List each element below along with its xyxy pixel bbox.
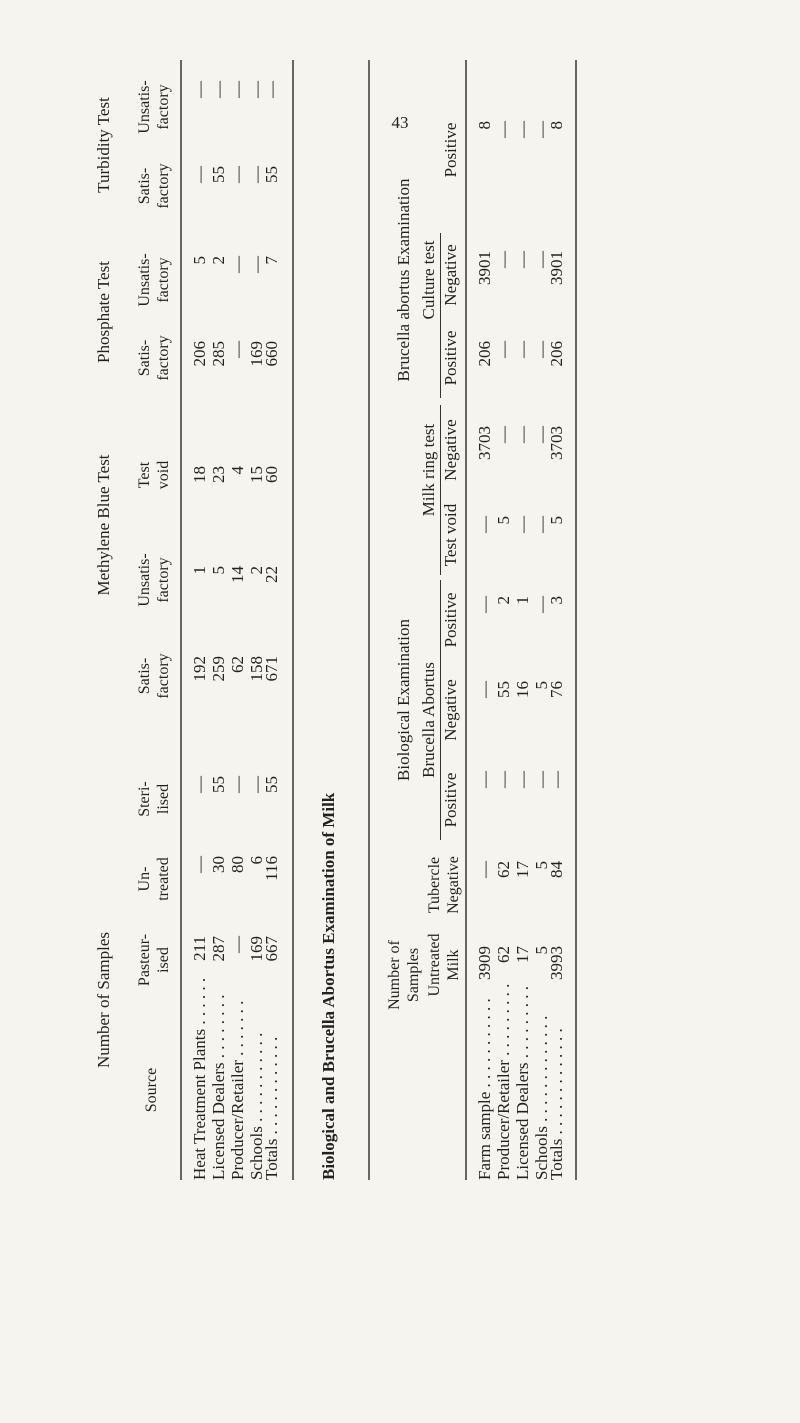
table-cell: — [209,81,228,98]
table-cell: 55 [494,681,513,698]
leader-dots: . . . . . . . . . . . . [262,1036,281,1135]
col-culture-negative-header: Negative [441,244,460,306]
table-cell: 5 [532,681,551,690]
header-milk-ring-test: Milk ring test [419,423,438,517]
total-untreated-milk: 3993 [547,946,566,980]
table-cell: — [494,121,513,138]
col-mrt-testvoid-header: Test void [441,503,460,567]
col-sterilised-values [190,776,266,830]
total-culture-positive: 206 [547,341,566,367]
source-label: Licensed Dealers [209,1062,228,1180]
table-cell: — [475,681,494,698]
leader-dots: . . . . . . . . . . . [247,1032,266,1122]
table-cell: — [494,426,513,443]
col-final-positive-values [475,121,551,175]
total-sterilised: 55 [262,776,281,793]
col-untreated-header: Un-treated [136,857,172,901]
total-mb-unsatisfactory: 22 [262,566,281,583]
col-final-positive-header: Positive [441,122,460,178]
total-brucella-negative: 76 [547,681,566,698]
table-cell: — [532,516,551,533]
table-cell: 6 [247,856,266,865]
table-cell: — [228,776,247,793]
table-cell: 287 [209,936,228,962]
header-brucella-abortus: Brucella Abortus [419,662,438,778]
table2-header-bottom-border [465,60,467,1180]
col-untreated-milk-header: Untreated Milk [426,933,462,997]
table-cell: — [532,426,551,443]
col-mrt-testvoid-values [475,516,551,570]
table-cell: 8 [475,121,494,130]
total-tubercle-negative: 84 [547,861,566,878]
table-cell: — [247,81,266,98]
table-cell: 15 [247,466,266,483]
leader-dots: . . . . . . . . . [494,983,513,1056]
col-bio-positive-header: Positive [441,772,460,828]
col-ph-unsatisfactory-header: Unsatis-factory [136,253,172,307]
table-cell: — [513,771,532,788]
table-cell: — [228,166,247,183]
table-cell: — [513,516,532,533]
col-mrt-negative-values [475,426,551,480]
col-bio-positive-values [475,771,551,825]
total-mb-satisfactory: 671 [262,656,281,682]
header-brucella-abortus-examination: Brucella abortus Examination [394,178,413,382]
table-cell: 158 [247,656,266,682]
table-cell: — [190,776,209,793]
col-tb-unsatisfactory-values [190,81,266,135]
total-tb-satisfactory: 55 [262,166,281,183]
col-tubercle-negative-values [475,861,551,915]
col-pasteurised-header: Pasteur-ised [136,933,172,987]
header-turbidity-test: Turbidity Test [94,97,113,193]
group-divider [440,580,441,840]
header-number-of-samples-2: Number of Samples [386,940,422,1010]
page-number: 43 [391,113,409,132]
table-cell: — [532,341,551,358]
table-cell: 18 [190,466,209,483]
table-cell: 3909 [475,946,494,980]
table-cell: — [475,861,494,878]
table-cell: 55 [209,166,228,183]
totals-label: Totals [547,1138,566,1180]
table-cell: 169 [247,341,266,367]
table1-bottom-border [292,60,294,1180]
col-brucella-negative-values [475,681,551,735]
table-cell: 80 [228,856,247,873]
source-label: Heat Treatment Plants [190,1028,209,1180]
leader-dots: . . . . . . . . . [513,985,532,1059]
total-mrt-testvoid: 5 [547,516,566,525]
table-cell: 4 [228,466,247,475]
total-tb-unsatisfactory: — [262,81,281,98]
group-divider [440,405,441,575]
table-cell: — [228,341,247,358]
table-cell: — [190,81,209,98]
col-tubercle-negative-header: Tubercle Negative [426,856,462,914]
table-cell: 206 [475,341,494,367]
total-final-positive: 8 [547,121,566,130]
total-brucella-positive: 3 [547,596,566,605]
table-cell: 3901 [475,251,494,285]
table-cell: — [247,166,266,183]
col-culture-negative-values [475,251,551,305]
col-mb-unsatisfactory-header: Unsatis-factory [136,553,172,607]
col-mb-unsatisfactory-values [190,566,266,620]
table-cell: 62 [494,861,513,878]
header-methylene-blue-test: Methylene Blue Test [94,454,113,596]
table-cell: 1 [513,596,532,605]
header-culture-test: Culture test [419,240,438,320]
col-source-header: Source [143,1067,160,1113]
table-cell: — [190,856,209,873]
source-label: Licensed Dealers [513,1062,532,1180]
col-brucella-positive-values [475,596,551,650]
table-cell: — [228,81,247,98]
table-cell: 3703 [475,426,494,460]
table-cell: — [190,166,209,183]
table-cell: — [513,341,532,358]
table-cell: 169 [247,936,266,962]
table-cell: 5 [494,516,513,525]
leader-dots: . . . . . . . . [209,994,228,1059]
table-cell: 17 [513,861,532,878]
col-tb-unsatisfactory-header: Unsatis-factory [136,80,172,134]
table-cell: — [475,771,494,788]
col-ph-unsatisfactory-values [190,256,266,310]
table-cell: — [247,776,266,793]
col-culture-positive-header: Positive [441,330,460,386]
total-mrt-negative: 3703 [547,426,566,460]
table-cell: 206 [190,341,209,367]
total-bio-positive: — [547,771,566,788]
leader-dots: . . . . . . . [228,1000,247,1056]
table-cell: — [513,121,532,138]
col-brucella-negative-header: Negative [441,679,460,741]
col-ph-satisfactory-header: Satis-factory [136,335,172,381]
table-cell: — [532,596,551,613]
leader-dots: . . . . . . . . . . . . . [547,1028,566,1135]
table-cell: 1 [190,566,209,575]
col-mb-testvoid-values [190,466,266,520]
table-cell: 55 [209,776,228,793]
col-untreated-milk-values [475,946,551,1000]
col-mrt-negative-header: Negative [441,419,460,481]
source-label: Schools [247,1126,266,1180]
source-label: Producer/Retailer [228,1060,247,1180]
table-cell: — [228,936,247,953]
table-cell: 285 [209,341,228,367]
group-divider [440,233,441,398]
table-cell: 16 [513,681,532,698]
table-cell: 5 [190,256,209,265]
header-phosphate-test: Phosphate Test [94,261,113,363]
table-cell: — [247,256,266,273]
table-cell: 30 [209,856,228,873]
col-ph-satisfactory-values [190,341,266,395]
leader-dots: . . . . . . . . . . . [475,998,494,1088]
table-cell: 2 [247,566,266,575]
col-tb-satisfactory-header: Satis-factory [136,163,172,209]
col-untreated-values [190,856,266,910]
table-cell: 17 [513,946,532,963]
totals-label: Totals [262,1138,281,1180]
table-cell: — [532,771,551,788]
table2-top-border [368,60,370,1180]
col-brucella-positive-header: Positive [441,592,460,648]
total-ph-satisfactory: 660 [262,341,281,367]
table-cell: 62 [494,946,513,963]
table-cell: 14 [228,566,247,583]
table-cell: 2 [494,596,513,605]
col-sterilised-header: Steri-lised [136,781,172,817]
table-cell: 23 [209,466,228,483]
table-cell: 62 [228,656,247,673]
table-cell: 211 [190,936,209,961]
table-cell: — [475,516,494,533]
table1-top-border [180,60,182,1180]
table-cell: — [228,256,247,273]
leader-dots: . . . . . . [190,977,209,1025]
total-ph-unsatisfactory: 7 [262,256,281,265]
table-cell: — [475,596,494,613]
col-pasteurised-values [190,936,266,990]
table-cell: — [494,771,513,788]
table-cell: — [532,251,551,268]
col-tb-satisfactory-values [190,166,266,220]
table-cell: — [513,251,532,268]
table-cell: — [532,121,551,138]
col-mb-satisfactory-header: Satis-factory [136,653,172,699]
total-pasteurised: 667 [262,936,281,962]
col-culture-positive-values [475,341,551,395]
col-mb-satisfactory-values [190,656,266,710]
table-cell: 192 [190,656,209,682]
source-label: Producer/Retailer [494,1060,513,1180]
table2-bottom-border [575,60,577,1180]
source-label: Schools [532,1126,551,1180]
table-cell: 5 [209,566,228,575]
total-mb-testvoid: 60 [262,466,281,483]
total-culture-negative: 3901 [547,251,566,285]
table-cell: — [494,251,513,268]
source-label: Farm sample [475,1091,494,1180]
table2-title: Biological and Brucella Abortus Examination of Milk [319,792,338,1180]
total-untreated: 116 [262,856,281,881]
header-number-of-samples: Number of Samples [94,932,113,1068]
header-biological-examination: Biological Examination [394,619,413,781]
col-mb-testvoid-header: Test void [136,460,172,490]
table-cell: 5 [532,861,551,870]
table-cell: 259 [209,656,228,682]
leader-dots: . . . . . . . . . . . . . [532,1015,551,1122]
table-cell: — [513,426,532,443]
table-cell: 2 [209,256,228,265]
table-cell: — [494,341,513,358]
table-cell: 5 [532,946,551,955]
